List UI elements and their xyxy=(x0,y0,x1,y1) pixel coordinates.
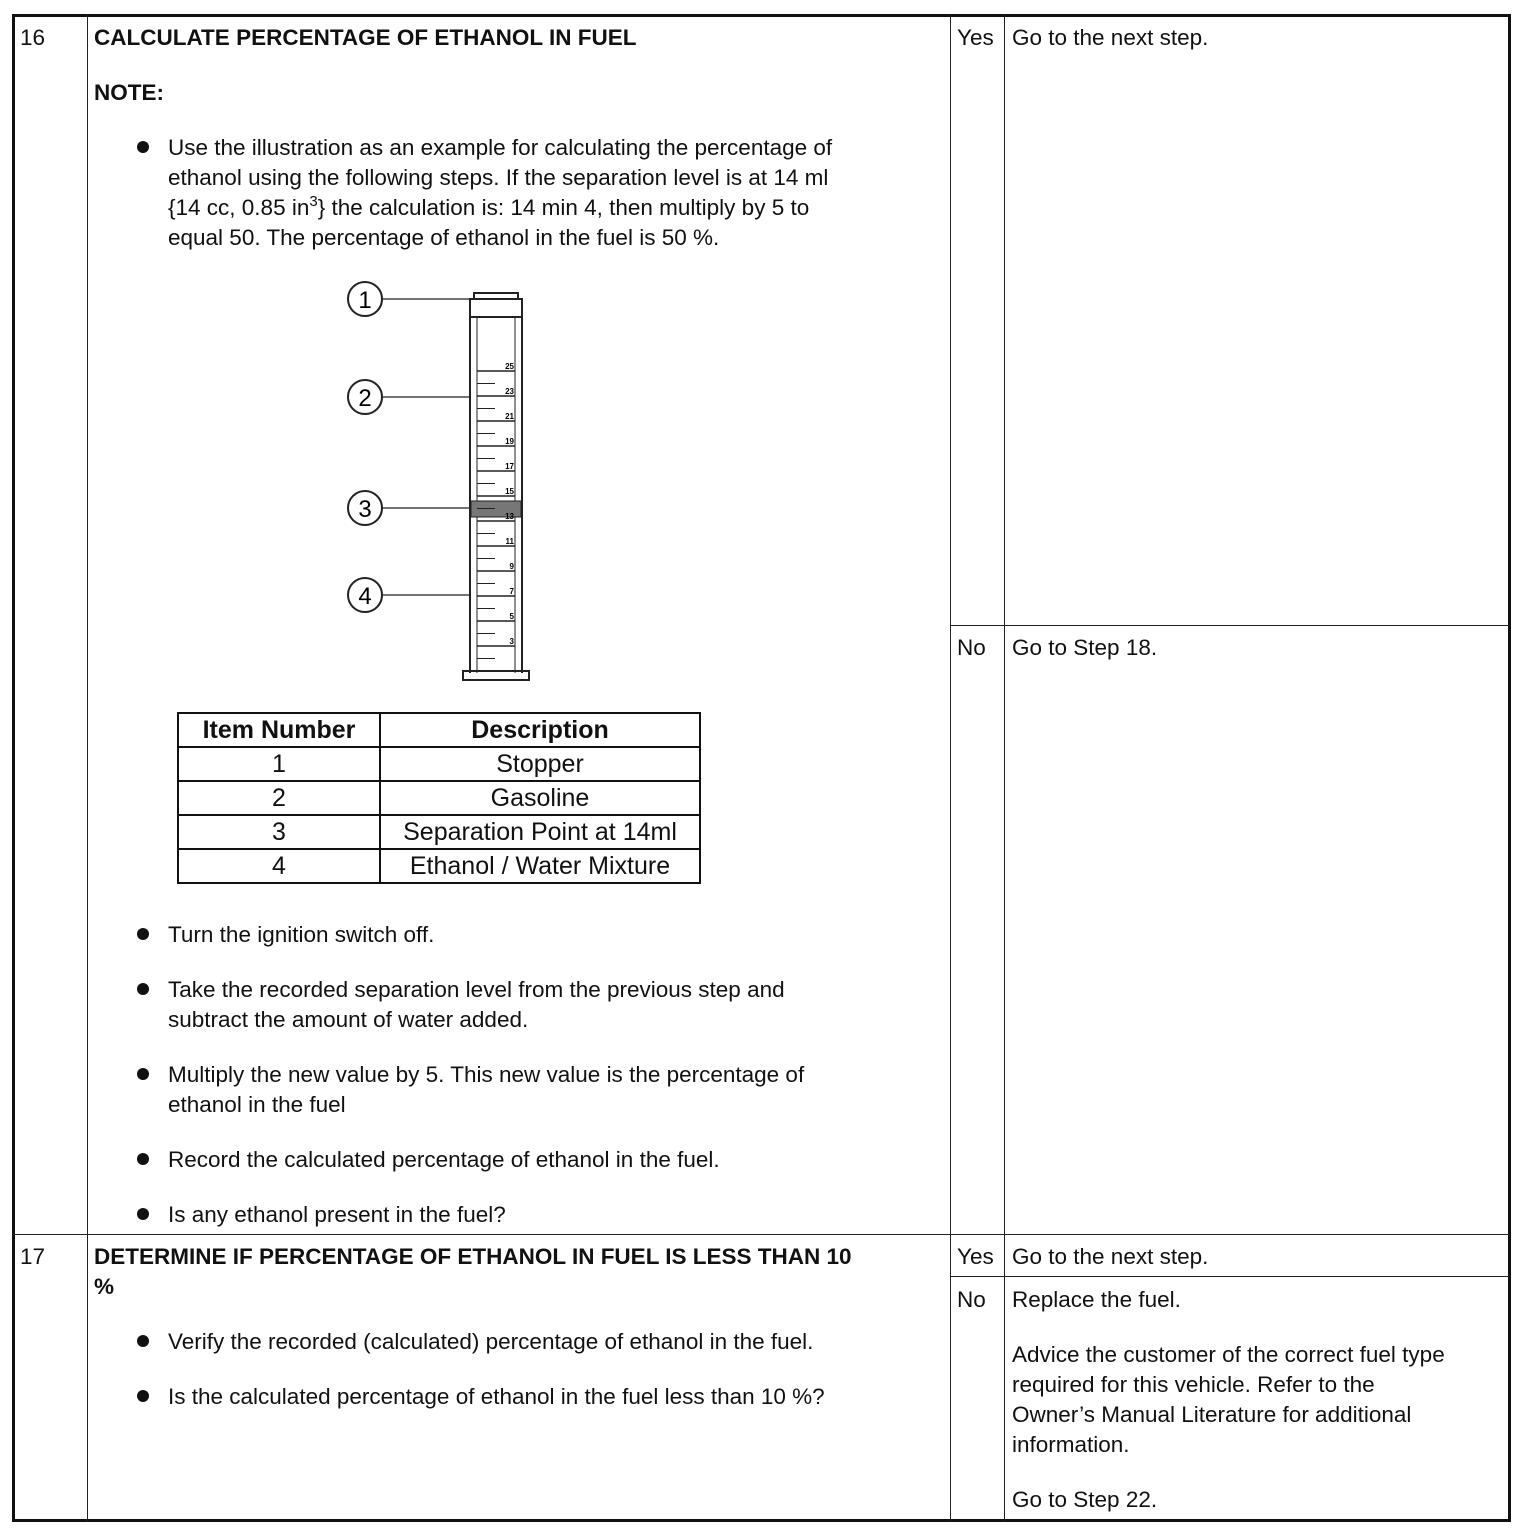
bullet-icon xyxy=(137,1390,149,1402)
bullet-text: Record the calculated percentage of ethanol in the fuel. xyxy=(168,1147,720,1172)
table-row xyxy=(178,815,700,849)
scale-label: 13 xyxy=(505,512,514,521)
table-row xyxy=(178,849,700,883)
no-action: required for this vehicle. Refer to the xyxy=(1012,1372,1375,1397)
table-header: Item Number xyxy=(178,713,380,747)
scale-label: 3 xyxy=(509,637,514,646)
bullet-icon xyxy=(137,983,149,995)
column-divider xyxy=(1004,15,1005,1521)
table-row xyxy=(178,781,700,815)
scale-label: 5 xyxy=(509,612,514,621)
bullet-text: ethanol in the fuel xyxy=(168,1092,346,1117)
item-number-table xyxy=(177,712,701,884)
scale-label: 21 xyxy=(505,412,514,421)
superscript: 3 xyxy=(309,193,318,210)
yes-action: Go to the next step. xyxy=(1012,25,1209,50)
table-cell: Stopper xyxy=(380,747,700,781)
bullet-text: Verify the recorded (calculated) percentage of ethanol in the fuel. xyxy=(168,1329,814,1354)
table-cell: Ethanol / Water Mixture xyxy=(380,849,700,883)
bullet-text: subtract the amount of water added. xyxy=(168,1007,529,1032)
no-label: No xyxy=(957,1287,986,1312)
bullet-text: Is the calculated percentage of ethanol in the fuel less than 10 %? xyxy=(168,1384,825,1409)
bullet-icon xyxy=(137,1335,149,1347)
column-divider xyxy=(87,15,88,1521)
bullet-text: Take the recorded separation level from the previous step and xyxy=(168,977,785,1002)
bullet-text: Is any ethanol present in the fuel? xyxy=(168,1202,506,1227)
no-action: Replace the fuel. xyxy=(1012,1287,1181,1312)
scale-label: 7 xyxy=(509,587,514,596)
bullet-icon xyxy=(137,1068,149,1080)
table-cell: Separation Point at 14ml xyxy=(380,815,700,849)
bullet-text: Multiply the new value by 5. This new value is the percentage of xyxy=(168,1062,805,1087)
row-divider xyxy=(13,1234,1510,1235)
bullet-icon xyxy=(137,928,149,940)
yes-label: Yes xyxy=(957,1244,994,1269)
cylinder-base xyxy=(463,671,529,680)
yes-label: Yes xyxy=(957,25,994,50)
table-header: Description xyxy=(380,713,700,747)
callout-number: 1 xyxy=(358,287,372,314)
scale-label: 23 xyxy=(505,387,514,396)
column-divider xyxy=(950,15,951,1521)
step-number: 16 xyxy=(20,25,46,50)
bullet-text: Turn the ignition switch off. xyxy=(168,922,435,947)
bullet-text: {14 cc, 0.85 $in^3$} the calculation is: 14 min 4, then multiply by 5 to xyxy=(168,193,810,220)
table-cell: 3 xyxy=(178,815,380,849)
scale-label: 15 xyxy=(505,487,514,496)
step-title: DETERMINE IF PERCENTAGE OF ETHANOL IN FUEL IS LESS THAN 10 xyxy=(94,1244,852,1269)
no-action: information. xyxy=(1012,1432,1130,1457)
scale-label: 9 xyxy=(509,562,514,571)
no-action: Go to Step 22. xyxy=(1012,1487,1158,1512)
table-cell: 1 xyxy=(178,747,380,781)
no-action: Owner’s Manual Literature for additional xyxy=(1012,1402,1412,1427)
bullet-icon xyxy=(137,1208,149,1220)
bullet-icon xyxy=(137,141,149,153)
table-cell: Gasoline xyxy=(380,781,700,815)
scale-label: 11 xyxy=(505,537,514,546)
no-action: Advice the customer of the correct fuel type xyxy=(1012,1342,1445,1367)
bullet-text: equal 50. The percentage of ethanol in the fuel is 50 %. xyxy=(168,225,720,250)
table-cell: 2 xyxy=(178,781,380,815)
step-title: % xyxy=(94,1274,115,1299)
stopper-shape xyxy=(470,299,522,317)
step-number: 17 xyxy=(20,1244,46,1269)
table-cell: 4 xyxy=(178,849,380,883)
graduated-cylinder-illustration xyxy=(330,275,550,690)
note-label: NOTE: xyxy=(94,80,164,105)
table-header-row xyxy=(178,713,700,747)
scale-label: 19 xyxy=(505,437,514,446)
bullet-text: ethanol using the following steps. If the separation level is at 14 ml xyxy=(168,165,829,190)
step-title: CALCULATE PERCENTAGE OF ETHANOL IN FUEL xyxy=(94,25,637,50)
scale-label: 17 xyxy=(505,462,514,471)
callout-number: 2 xyxy=(358,385,372,412)
no-label: No xyxy=(957,635,986,660)
no-action: Go to Step 18. xyxy=(1012,635,1158,660)
bullet-icon xyxy=(137,1153,149,1165)
scale-label: 25 xyxy=(505,362,514,371)
bullet-text: Use the illustration as an example for calculating the percentage of xyxy=(168,135,833,160)
yes-action: Go to the next step. xyxy=(1012,1244,1209,1269)
callout-number: 4 xyxy=(358,583,372,610)
callout-number: 3 xyxy=(358,496,372,523)
row-divider xyxy=(950,1276,1510,1277)
table-row xyxy=(178,747,700,781)
row-divider xyxy=(950,625,1510,626)
